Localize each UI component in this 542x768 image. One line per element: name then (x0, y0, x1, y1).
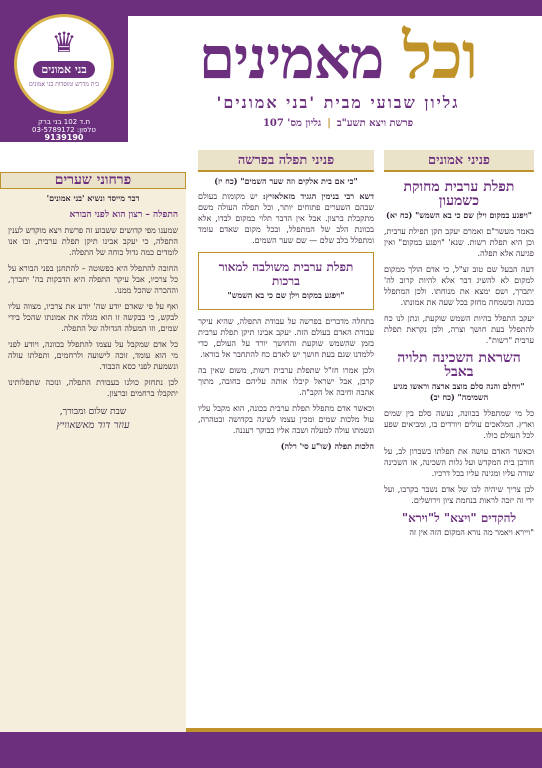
paragraph: החובה להתפלל היא כפשוטה – להתחנן בפני הבורא על כל צרכיו, אבל עיקר התפלה היא הדבקות בה' יתברך, וההכרה שהכל ממנו. (8, 264, 178, 295)
logo (14, 14, 114, 114)
section-title: השראת השכינה תלויה באבל (397, 350, 521, 380)
address-line: ת.ד 102 בני ברק (37, 118, 91, 126)
footer-bar (0, 732, 542, 768)
top-band (128, 0, 542, 16)
section-quote: "ויפגע במקום וילן שם כי בא השמש" (227, 290, 345, 300)
paragraph: בתחלה מדברים בפרשה על עבודת התפלה, שהיא עיקר עבודת האדם בעולם הזה. יעקב אבינו תיקן תפלת ערבית בזמן שהשמש שוקעת והחושך יורד על העולם, כדי ללמדנו שגם בעת חושך יש לאדם כח להתחבר אל בוראו. (198, 317, 374, 359)
middle-column (198, 176, 374, 457)
contact-info (4, 118, 124, 142)
header (0, 0, 542, 142)
paragraph: כל מי שמתפלל בכוונה, נעשה סלם בין שמים וארץ. המלאכים עולים ויורדים בו, ומביאים שפע לכל העולם כולו. (384, 409, 534, 440)
logo-name: בני אמונים (33, 61, 94, 78)
issue-number: גליון מס' 107 (262, 118, 322, 129)
section-title: התפלה – רצון הוא לפני הבורא (69, 210, 178, 220)
issue-parsha: פרשת ויצא תשע"ב (336, 118, 414, 129)
paragraph: הלכות תפלה (שו"ע סי' רלה) (280, 441, 374, 451)
paragraph: לכן צריך שיהיה לבו של אדם נשבר בקרבו, ועל ידי זה יזכה לראות בנחמת ציון וירושלים. (384, 485, 534, 505)
tagline: גליון שבועי מבית 'בני אמונים' (216, 93, 460, 112)
paragraph: "ויירא ויאמר מה נורא המקום הזה אין זה (409, 528, 534, 537)
crown-icon: ♛ (51, 26, 77, 59)
paragraph-lead: דשא רבי בנימין הגגיד מזאלאזיץ: (262, 191, 375, 201)
paragraph: ולכן אמרו חז"ל שתפלת ערבית רשות, משום שאין בה קרבן, אבל ישראל קיבלו אותה עליהם כחובה, מתוך אהבה וחיבה אל הקב"ה. (198, 366, 374, 397)
issue-line (140, 118, 536, 129)
left-column (0, 172, 186, 732)
address-line: טלפון: 03-5789172 (32, 126, 96, 134)
section-title: תפלת ערבית מחוקת כשמעון (403, 179, 515, 209)
masthead-main: מאמינים (198, 24, 403, 92)
paragraph (198, 191, 374, 246)
left-column-header: פרחוני שערים (0, 172, 186, 189)
phone-number: 9139190 (44, 133, 84, 142)
masthead-title (140, 20, 536, 94)
paragraph: שמענו מפי קדושים ששבוע זה פרשת ויצא מוקדש לענין התפלה, כי יעקב אבינו תיקן תפלת ערבית, ובו אנו לומדים כמה גדול כוחה של התפלה. (8, 226, 178, 257)
right-column (384, 176, 534, 543)
section-title: להקדים "ויצא" ל"וירא" (401, 511, 517, 525)
section-title: תפלת ערבית משולבה למאור ברכות (218, 260, 354, 288)
paragraph: ואף על פי שאדם יודע שה' יודע את צרכיו, מצווה עליו לבקש, כי בבקשה זו הוא מגלה את אמונתו שהכל בידי שמים, וזו המעלה הגדולה של התפלה. (8, 302, 178, 333)
paragraph: באמר מעשר"ם ואמרם יעקב תקן תפילת ערבית, וכן היא תפלת רשות. שנא' "ויפגע במקום" ואין פגיעה אלא תפלה. (384, 227, 534, 258)
verse-quote: "כי אם בית אלקים וזה שער השמים" (כח יז) (214, 176, 358, 186)
paragraph: יעקב התפלל בהיות השמש שוקעת, ונתן לנו כח להתפלל בעת חושך וצרה, ולכן נקראת תפלת ערבית "רשות". (384, 314, 534, 345)
logo-sub: בית מדרש ומוסדות בני אמונים (29, 81, 99, 88)
section-quote: "ויחלם והנה סלם מוצב ארצה וראשו מגיע השמימה" (כח יב) (393, 381, 525, 402)
right-column-header: פניני אמונים (384, 150, 534, 172)
paragraph: כל אדם שמקבל על עצמו להתפלל בכוונה, ויודע לפני מי הוא עומד, זוכה לישועה ולרחמים, ותפלתו עולה ונשמעת לפני כסא הכבוד. (8, 340, 178, 371)
paragraph: לכן נתחזק כולנו בעבודת התפלה, ונזכה שתפלותינו יתקבלו ברחמים וברצון. (8, 378, 178, 398)
paragraph: דעה הבעל שם טוב זצ"ל, כי אדם הולך ממקום למקום לא להשיג דבר אלא להיות קרוב לה' יתברך, ושם ימצא את מנוחתו. ולכן המתפלל בכונה ובשמחה מחזק בכל שעה את אמונתו. (384, 265, 534, 307)
separator: | (327, 118, 331, 129)
paragraph: וכאשר אדם מתפלל תפלת ערבית בכונה, הוא מקבל עליו עול מלכות שמים ומכין עצמו לשינה בקדושה ובטהרה, ונשמתו עולה למעלה ושבה אליו בבוקר רעננה. (198, 404, 374, 435)
masthead-accent: כל (402, 19, 462, 94)
signoff: שבת שלום ומבורך, (59, 407, 127, 417)
column-subtitle: דבר מייסד ונשיא 'בני אמונים' (46, 193, 140, 203)
paragraph-text: יש מקומות בעולם שבהם השערים פתוחים יותר, וכל תפלה העולה משם מתקבלת ברצון. אבל אין הדבר תלוי במקום לבדו, אלא בכוונת הלב של המתפלל, ובכל מקום שאדם עומד ומתפלל בלב שלם — שם שער השמים. (198, 192, 374, 245)
section-quote: "ויפגע במקום וילן שם כי בא השמש" (כח יא) (386, 210, 532, 220)
logo-panel (0, 0, 128, 142)
paragraph: וכאשר האדם עושה את תפלתו בשברון לב, על חורבן בית המקדש ועל גלות השכינה, אז השכינה שורה עליו ומגינה עליו בכל דרכיו. (384, 447, 534, 478)
signature: עוזר דוד מאשאוויץ (56, 420, 130, 431)
section-box (198, 252, 374, 310)
middle-column-header: פניני תפלה בפרשה (198, 150, 374, 172)
masthead-accent: ו (461, 19, 478, 94)
